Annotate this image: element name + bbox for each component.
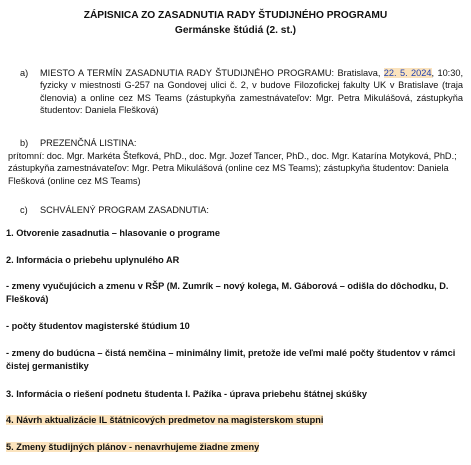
document-title: ZÁPISNICA ZO ZASADNUTIA RADY ŠTUDIJNÉHO PROGRAMU [83,10,388,21]
section-marker: c) [20,205,28,215]
program-item-2-detail-staff: - zmeny vyučujúcich a zmenu v RŠP (M. Zumrík – nový kolega, M. Gáborová – odišla do dôchodku, D. Flešková) [6,281,449,304]
section-attendance-list [8,137,463,187]
program-item-5 [6,441,464,454]
document-subtitle: Germánske štúdiá (2. st.) [174,25,297,36]
section-marker: a) [20,68,29,78]
section-marker: b) [20,138,29,148]
meeting-place-text [40,67,463,117]
meeting-place-text-end: , 10:30, fyzicky v miestnosti G-257 na Gondovej ulici č. 2, v budove Filozofickej fakulty UK v Bratislave (traja členovia) a online cez MS Teams (zástupkyňa zamestnávateľov: Mgr. Petra Mikulášová, zástupkyňa študentov: Daniela Flešková) [40,68,464,116]
program-item-3: 3. Informácia o riešení podnetu študenta I. Pažíka - úprava priebehu štátnej skúšky [6,389,367,399]
meeting-place-text-start: MIESTO A TERMÍN ZASADNUTIA RADY ŠTUDIJNÉHO PROGRAMU: Bratislava, [40,68,384,78]
program-item-5-text: 5. Zmeny študijných plánov - nenavrhujeme žiadne zmeny [6,442,260,452]
section-meeting-place-and-date [8,67,463,117]
program-item-2: 2. Informácia o priebehu uplynulého AR [6,255,180,265]
program-item-2-detail-students: - počty študentov magisterské štúdium 10 [6,321,190,331]
attendance-header [8,137,463,150]
attendance-heading: PREZENČNÁ LISTINA: [40,138,137,148]
program-item-2-detail-future: - zmeny do budúcna – čistá nemčina – minimálny limit, pretože ide veľmi malé počty študentov v rámci čistej germanistiky [6,348,456,371]
approved-program-heading: SCHVÁLENÝ PROGRAM ZASADNUTIA: [40,205,209,215]
program-item-1: 1. Otvorenie zasadnutia – hlasovanie o programe [6,228,220,238]
meeting-date-highlight: 22. 5. 2024 [383,68,432,78]
program-item-4 [6,414,464,427]
attendance-body: prítomní: doc. Mgr. Markéta Štefková, PhD., doc. Mgr. Jozef Tancer, PhD., doc. Mgr. Katarína Motyková, PhD.; zástupkyňa zamestnávateľov: Mgr. Petra Mikulášová (online cez MS Teams); zástupkyňa študentov: Daniela Flešková (online cez MS Teams) [8,151,457,186]
program-item-4-text: 4. Návrh aktualizácie IL štátnicových predmetov na magisterskom stupni [6,415,324,425]
